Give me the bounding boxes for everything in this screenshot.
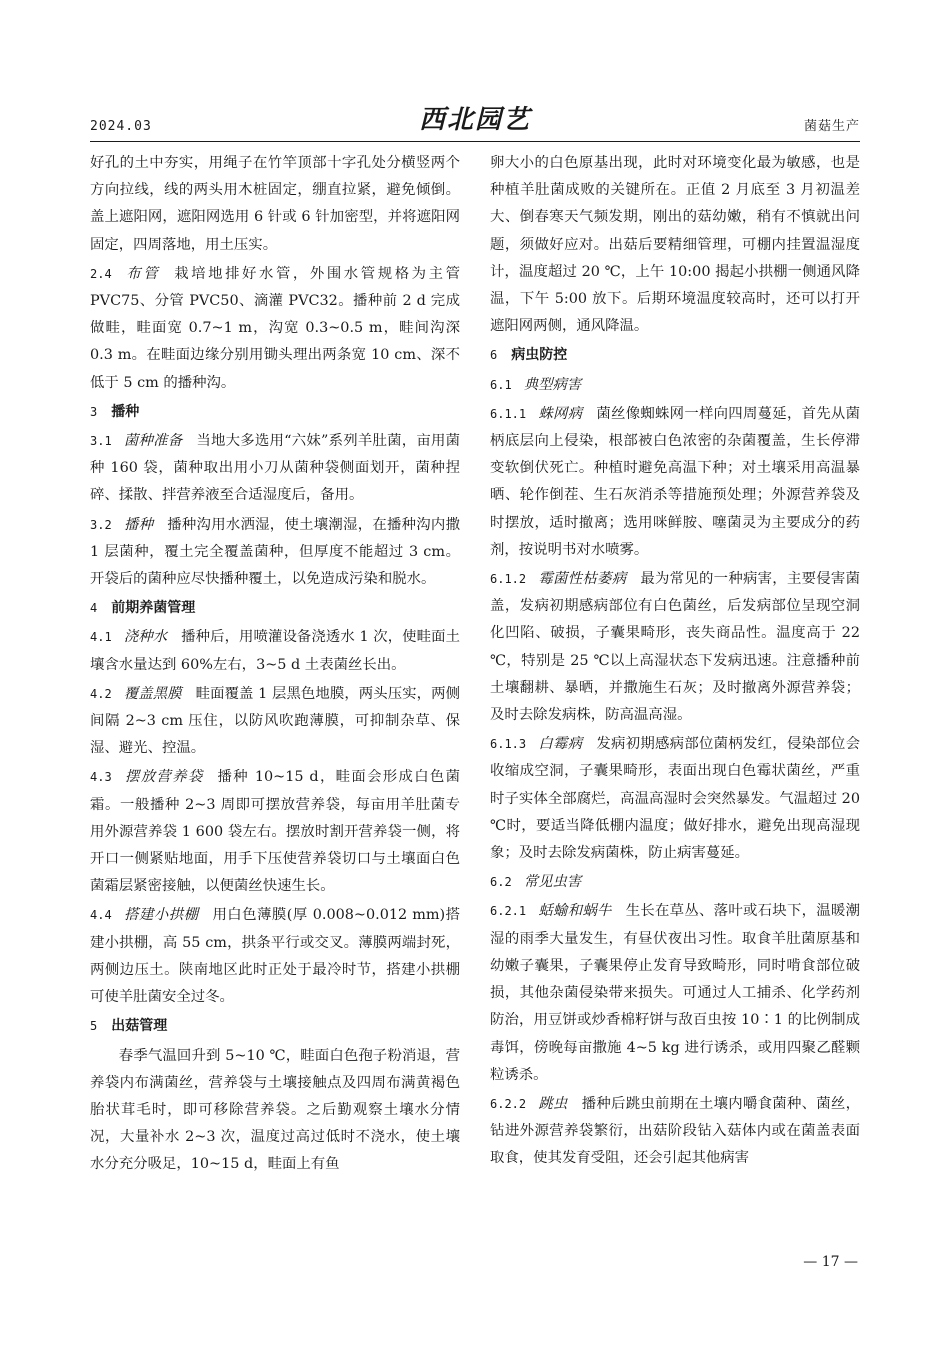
- section-6-2-2: 6.2.2 跳虫 播种后跳虫前期在土壤内嚼食菌种、菌丝，钻进外源营养袋繁衍，出菇阶段钻入菇体内或在菌盖表面取食，使其发育受阻，还会引起其他病害: [490, 1095, 860, 1167]
- paragraph: 卵大小的白色原基出现，此时对环境变化最为敏感，也是种植羊肚菌成败的关键所在。正值 2 月底至 3 月初温差大、倒春寒天气频发期，刚出的菇幼嫩，稍有不慎就出问题，须做好应对。出菇后要精细管理，可棚内挂置温湿度计，温度超过 20 ℃，上午 10:00 揭起小拱棚一侧通风降温，下午 5:00 放下。后期环境温度较高时，还可以打开遮阳网两侧，通风降温。: [490, 155, 860, 335]
- paragraph: 春季气温回升到 5~10 ℃，畦面白色孢子粉消退，营养袋内布满菌丝，营养袋与土壤接触点及四周布满黄褐色胎状茸毛时，即可移除营养袋。之后勤观察土壤水分情况，大量补水 2~3 次，温度过高过低时不浇水，使土壤水分充分吸足，10~15 d，畦面上有鱼: [90, 1047, 460, 1173]
- section-4-4: 4.4 搭建小拱棚 用白色薄膜(厚 0.008~0.012 mm)搭建小拱棚，高 55 cm，拱条平行或交叉。薄膜两端封死，两侧边压土。陕南地区此时正处于最冷时节，搭建小拱棚可使羊肚菌安全过冬。: [90, 907, 460, 1006]
- issue-date: 2024.03: [90, 119, 152, 134]
- section-3-2: 3.2 播种 播种沟用水洒湿，使土壤潮湿，在播种沟内撒 1 层菌种，覆土完全覆盖菌种，但厚度不能超过 3 cm。开袋后的菌种应尽快播种覆土，以免造成污染和脱水。: [90, 516, 460, 588]
- section-6-2-1: 6.2.1 蛞蝓和蜗牛 生长在草丛、落叶或石块下，温暖潮湿的雨季大量发生，有昼伏夜出习性。取食羊肚菌原基和幼嫩子囊果，子囊果停止发育导致畸形，同时啃食部位破损，其他杂菌侵染带来损失。可通过人工捕杀、化学药剂防治，用豆饼或炒香棉籽饼与敌百虫按 10∶1 的比例制成毒饵，傍晚每亩撒施 4~5 kg 进行诱杀，或用四聚乙醛颗粒诱杀。: [490, 903, 860, 1083]
- heading-4: 4 前期养菌管理: [90, 600, 196, 617]
- paragraph: 好孔的土中夯实，用绳子在竹竿顶部十字孔处分横竖两个方向拉线，线的两头用木桩固定，绷直拉紧，避免倾倒。盖上遮阳网，遮阳网选用 6 针或 6 针加密型，并将遮阳网固定，四周落地，用土压实。: [90, 155, 460, 253]
- section-6-1-1: 6.1.1 蛛网病 菌丝像蜘蛛网一样向四周蔓延，首先从菌柄底层向上侵染，根部被白色浓密的杂菌覆盖，生长停滞变软倒伏死亡。种植时避免高温下种；对土壤采用高温暴晒、轮作倒茬、生石灰消杀等措施预处理；外源营养袋及时摆放，适时撤离；选用咪鲜胺、噻菌灵为主要成分的药剂，按说明书对水喷雾。: [490, 405, 860, 558]
- section-2-4: 2.4 布管 栽培地排好水管，外围水管规格为主管 PVC75、分管 PVC50、滴灌 PVC32。播种前 2 d 完成做畦，畦面宽 0.7~1 m，沟宽 0.3~0.5 m，畦间沟深 0.3 m。在畦面边缘分别用锄头理出两条宽 10 cm、深不低于 5 cm 的播种沟。: [90, 265, 460, 391]
- heading-5: 5 出菇管理: [90, 1018, 168, 1035]
- section-4-1: 4.1 浇种水 播种后，用喷灌设备浇透水 1 次，使畦面土壤含水量达到 60%左右，3~5 d 土表菌丝长出。: [90, 629, 460, 673]
- section-6-1-3: 6.1.3 白霉病 发病初期感病部位菌柄发红，侵染部位会收缩成空洞，子囊果畸形，表面出现白色霉状菌丝，严重时子实体全部腐烂，高温高湿时会突然暴发。气温超过 20 ℃时，要适当降低棚内温度；做好排水，避免出现高湿现象；及时去除发病菌株，防止病害蔓延。: [490, 736, 860, 862]
- section-4-2: 4.2 覆盖黑膜 畦面覆盖 1 层黑色地膜，两头压实，两侧间隔 2~3 cm 压住，以防风吹跑薄膜，可抑制杂草、保湿、避光、控温。: [90, 685, 460, 757]
- page-number: — 17 —: [803, 1254, 858, 1270]
- header-rule: [90, 141, 860, 142]
- heading-6: 6 病虫防控: [490, 347, 568, 364]
- section-6-1-2: 6.1.2 霉菌性枯萎病 最为常见的一种病害，主要侵害菌盖，发病初期感病部位有白色菌丝，后发病部位呈现空洞化凹陷、破损，子囊果畸形，丧失商品性。温度高于 22 ℃，特别是 25 ℃以上高湿状态下发病迅速。注意播种前土壤翻耕、暴晒，并撒施生石灰；及时撤离外源营养袋；及时去除发病株，防高温高湿。: [490, 571, 860, 724]
- right-column: [490, 150, 860, 1175]
- heading-3: 3 播种: [90, 403, 140, 420]
- left-column: [90, 150, 460, 1181]
- section-6-1: 6.1 典型病害: [490, 376, 582, 393]
- section-name: 菌菇生产: [803, 119, 860, 134]
- section-4-3: 4.3 摆放营养袋 播种 10~15 d，畦面会形成白色菌霜。一般播种 2~3 周即可摆放营养袋，每亩用羊肚菌专用外源营养袋 1 600 袋左右。摆放时割开营养袋一侧，将开口一侧紧贴地面，用手下压使营养袋切口与土壤面白色菌霜层紧密接触，以便菌丝快速生长。: [90, 769, 460, 895]
- section-6-2: 6.2 常见虫害: [490, 874, 582, 891]
- journal-logo: 西北园艺: [418, 105, 532, 135]
- page-header: [90, 98, 860, 142]
- section-3-1: 3.1 菌种准备 当地大多选用“六妹”系列羊肚菌，亩用菌种 160 袋，菌种取出用小刀从菌种袋侧面划开，菌种捏碎、揉散、拌营养液至合适湿度后，备用。: [90, 433, 460, 504]
